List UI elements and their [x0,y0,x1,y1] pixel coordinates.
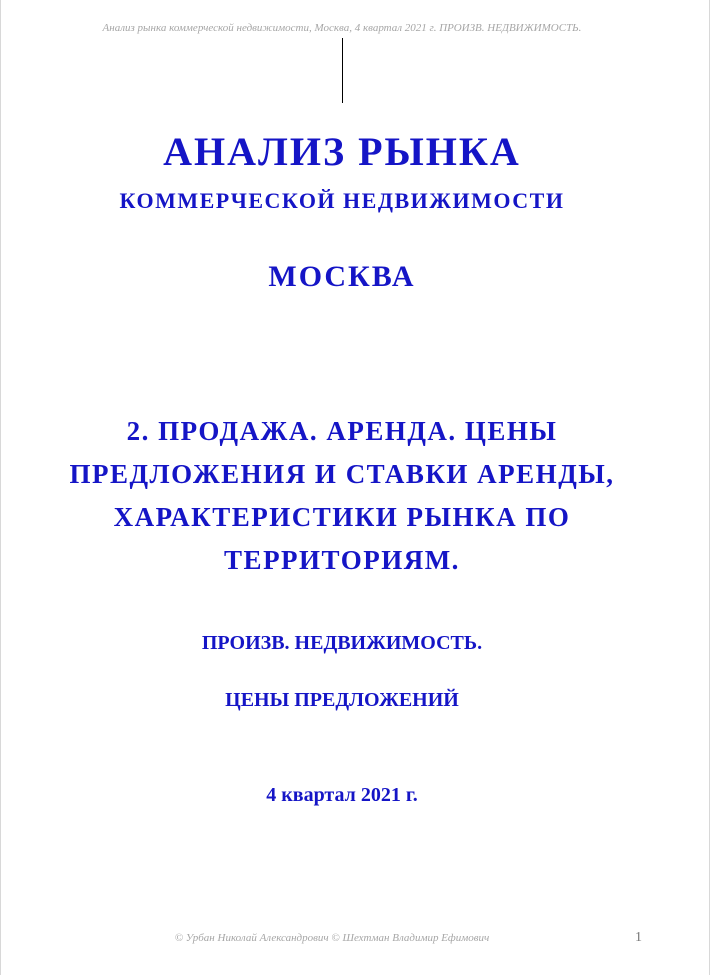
section-heading-line: ХАРАКТЕРИСТИКИ РЫНКА ПО [113,502,571,532]
segment-label: ПРОИЗВ. НЕДВИЖИМОСТЬ. [201,632,483,654]
section-heading-line: ТЕРРИТОРИЯМ. [224,545,460,575]
text-cursor [342,38,343,103]
footer-credits: © Урбан Николай Александрович © Шехтман Владимир Ефимович [174,932,490,944]
period-label: 4 квартал 2021 г. [266,784,418,806]
page-number: 1 [635,930,642,945]
document-subtitle: КОММЕРЧЕСКОЙ НЕДВИЖИМОСТИ [119,188,565,213]
section-heading-line: 2. ПРОДАЖА. АРЕНДА. ЦЕНЫ [126,416,558,446]
document-title: АНАЛИЗ РЫНКА [163,129,521,174]
section-heading [40,410,644,582]
prices-subtitle: ЦЕНЫ ПРЕДЛОЖЕНИЙ [225,689,459,711]
city-title: МОСКВА [268,260,416,293]
section-heading-line: ПРЕДЛОЖЕНИЯ И СТАВКИ АРЕНДЫ, [69,459,615,489]
running-header: Анализ рынка коммерческой недвижимости, Москва, 4 квартал 2021 г. ПРОИЗВ. НЕДВИЖИМОСТЬ. [102,22,582,34]
